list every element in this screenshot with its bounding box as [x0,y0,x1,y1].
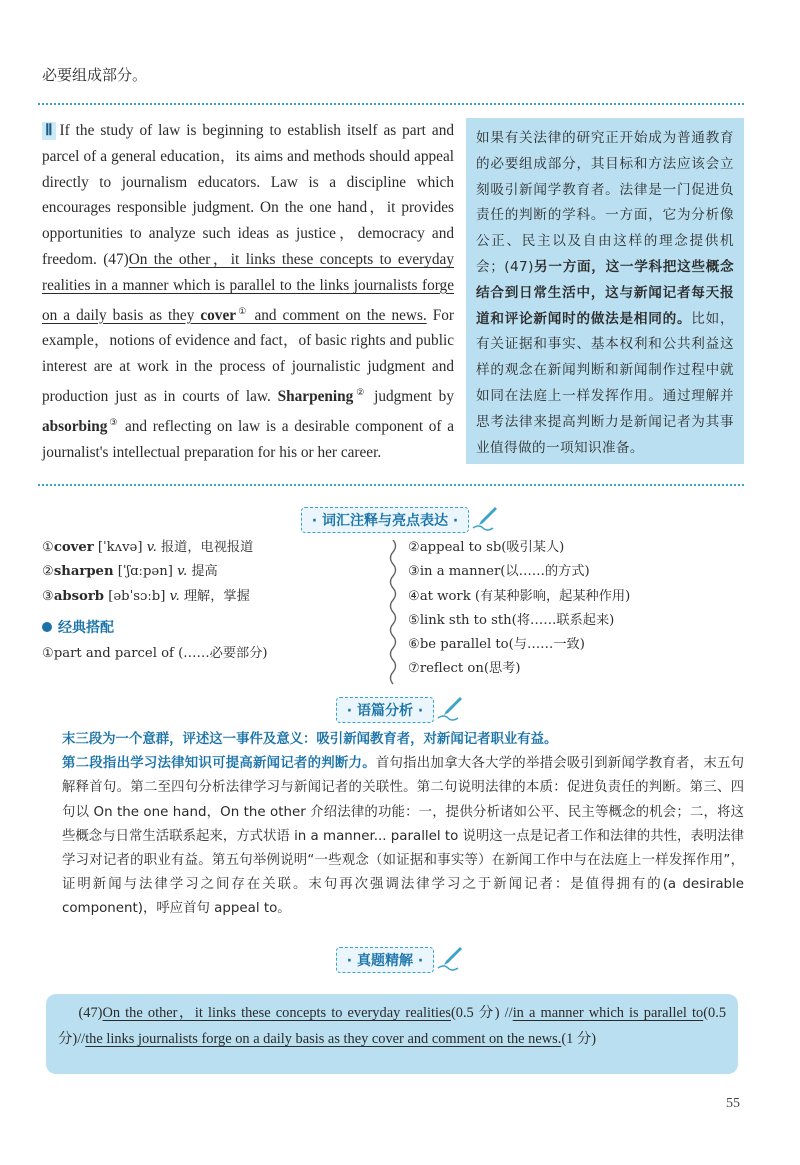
section-divider [38,484,744,486]
analysis-text [62,728,744,922]
analysis-summary: 末三段为一个意群，评述这一事件及意义：吸引新闻教育者，对新闻记者职业有益。 [62,732,558,747]
vocab-entry: ②sharpen [ˈʃɑːpən] v. 提高 [42,564,218,580]
analysis-heading [0,694,800,726]
phrase-entry: ③in a manner(以……的方式) [408,564,590,580]
vocab-word-cover: cover [200,306,237,324]
analysis-heading-label: · 语篇分析 · [336,697,434,723]
phrase-entry: ②appeal to sb(吸引某人) [408,540,565,555]
passage-paragraph: Ⅱ If the study of law is beginning to establish itself as part and parcel of a general education，its aims and methods should appeal directly to journalism educators. Law is a discipline which encourages responsible judgment. On the one hand，it provides opportunities to analyze such ideas as justice，democracy and freedom. (47)On the other，it links these concepts to everyday realities in a manner which is parallel to the links journalists forge on a daily basis as they cover① and comment on the news. For example，notions of evidence and fact，of basic rights and public interest are at work in the process of journalistic judgment and production just as in courts of law. Sharpening② judgment by absorbing③ and reflecting on law is a desirable component of a journalist's intellectual preparation for his or her career. [42,122,454,461]
answer-chunk-3: the links journalists forge on a daily basis as they cover and comment on the news. [85,1031,562,1047]
question-number: (47) [103,250,129,268]
question-sentence: On the other，it links these concepts to everyday realities in a manner which is parallel to the links journalists forge on a daily basis as they cover① and comment on the news. [42,250,454,324]
answer-number: (47) [78,1005,103,1021]
vocab-list [42,536,382,609]
phrase-entry: ⑥be parallel to(与……一致) [408,637,585,653]
translation-answer: 另一方面，这一学科把这些概念结合到日常生活中，这与新闻记者每天报道和评论新闻时的做法是相同的。 [476,258,734,327]
answer-chunk-1: On the other，it links these concepts to everyday realities [102,1005,451,1021]
answer-heading-label: · 真题精解 · [336,947,434,973]
vocab-entry: ①cover [ˈkʌvə] v. 报道，电视报道 [42,540,254,555]
collocation-heading: 经典搭配 [42,617,114,637]
score-3: (1 分) [561,1031,597,1047]
answer-chunk-2: in a manner which is parallel to [512,1005,704,1021]
translation-text-end: 比如，有关证据和事实、基本权利和公共利益这样的观念在新闻判断和新闻制作过程中就如同在法庭上一样发挥作用。通过理解并思考法律来提高判断力是新闻记者为其事业值得做的一项知识准备。 [476,310,734,456]
pen-icon [436,694,464,726]
translation-text: 如果有关法律的研究正开始成为普通教育的必要组成部分，其目标和方法应该会立刻吸引新闻学教育者。法律是一门促进负责任的判断的学科。一方面，它为分析像公正、民主以及自由这样的理念提供机会；(47) [476,130,734,275]
pen-icon [436,944,464,976]
score-1: (0.5 分) [450,1005,500,1021]
vocab-entry: ③absorb [əbˈsɔːb] v. 理解，掌握 [42,588,250,604]
vocab-heading [0,504,800,536]
vocab-word-sharpening: Sharpening [277,388,354,406]
collocation-entry: ①part and parcel of (……必要部分) [42,646,268,661]
passage-sentence: For example，notions of evidence and fact，of basic rights and public interest are at work in the process of journalistic judgment and production just as in courts of law. [42,306,454,406]
section-divider [38,103,744,105]
page-number: 55 [726,1096,740,1111]
phrase-entry: ④at work (有某种影响，起某种作用) [408,588,631,604]
score-2: (0.5 分) [58,1005,727,1047]
continued-text: 必要组成部分。 [42,66,148,84]
phrase-entry: ⑤link sth to sth(将……联系起来) [408,612,615,628]
vine-divider-icon [386,540,400,690]
answer-heading [0,944,800,976]
answer-box: (47)On the other，it links these concepts to everyday realities(0.5 分) //in a manner which is parallel to(0.5 分)//the links journalists forge on a daily basis as they cover and comment on the news.(1 分) [46,994,738,1074]
phrase-entry: ⑦reflect on(思考) [408,661,521,677]
passage-sentences: If the study of law is beginning to establish itself as part and parcel of a general education，its aims and methods should appeal directly to journalism educators. Law is a discipline which encourages responsible judgment. On the one hand，it provides opportunities to analyze such ideas as justice，democracy and freedom. [42,122,454,268]
pen-icon [471,504,499,536]
bullet-icon [42,622,52,632]
vocab-heading-label: · 词汇注释与亮点表达 · [301,507,469,533]
paragraph-marker: Ⅱ [42,122,56,140]
analysis-point: 第二段指出学习法律知识可提高新闻记者的判断力。 [62,756,376,772]
vocab-word-absorbing: absorbing [42,418,108,436]
analysis-detail: 首句指出加拿大各大学的举措会吸引到新闻学教育者，末五句解释首句。第二至四句分析法律学习与新闻记者的关联性。第二句说明法律的本质：促进负责任的判断。第三、四句以 On the one hand，On the other 介绍法律的功能：一，提供分析诸如公平、民主等概念的机会；二，将这些概念与日常生活联系起来，方式状语 in a manner... parallel to 说明这一点是记者工作和法律的共性，表明法律学习对记者的职业有益。第五句举例说明“一些观念（如证据和事实等）在新闻工作中与在法庭上一样发挥作用”，证明新闻与法律学习之间存在关联。末句再次强调法律学习之于新闻记者：是值得拥有的(a desirable component)，呼应首句 appeal to。 [62,756,745,917]
phrase-list [408,536,748,682]
translation-box [466,118,744,464]
